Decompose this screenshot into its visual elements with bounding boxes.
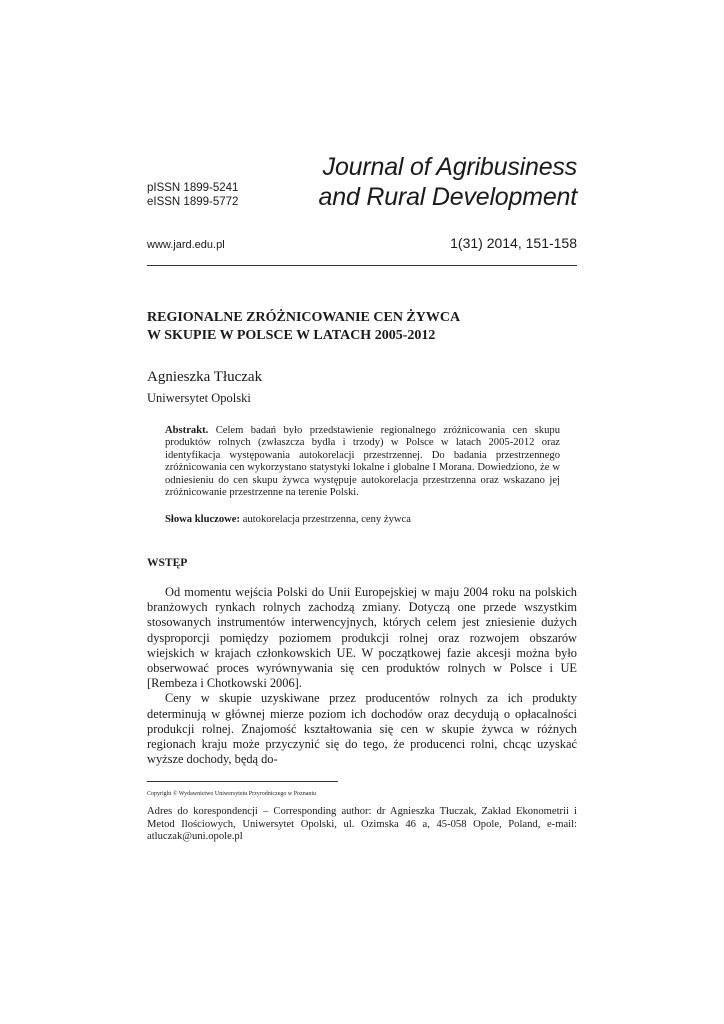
abstract [165,425,560,499]
journal-website[interactable]: www.jard.edu.pl [147,239,225,251]
pissn: pISSN 1899-5241 [147,182,239,194]
author-affiliation: Uniwersytet Opolski [147,391,251,405]
article-title [147,309,577,345]
copyright-notice: Copyright © Wydawnictwo Uniwersytetu Przyrodniczego w Poznaniu [147,791,317,797]
journal-title-line1: Journal of Agribusiness [322,153,577,181]
abstract-text: Celem badań było przedstawienie regionalnego zróżnicowania cen skupu produktów rolnych (zwłaszcza bydła i trzody) w Polsce w latach 2005-2012 oraz identyfikacja występowania autokorelacji przestrzennej. Do badania przestrzennego zróżnicowania cen wykorzystano statystyki lokalne i globalne I Morana. Dowiedziono, że w odniesieniu do cen skupu żywca występuje autokorelacja przestrzenna oraz wskazano jej zróżnicowanie przestrzenne na terenie Polski. [165,425,560,499]
article-title-line1: REGIONALNE ZRÓŻNICOWANIE CEN ŻYWCA [147,310,461,325]
header-divider [147,265,577,266]
correspondence-note: Adres do korespondencji – Corresponding author: dr Agnieszka Tłuczak, Zakład Ekonometrii i Metod Ilościowych, Uniwersytet Opolski, ul. Ozimska 46 a, 45-058 Opole, Poland, e-mail: atluczak@uni.opole.pl [147,806,577,843]
abstract-label: Abstrakt. [165,425,209,436]
journal-title [277,152,577,212]
issue-info: 1(31) 2014, 151-158 [450,235,577,251]
keywords-text: autokorelacja przestrzenna, ceny żywca [242,514,411,525]
keywords-label: Słowa kluczowe: [165,514,241,525]
footnote-divider [147,781,338,782]
paragraph-1: Od momentu wejścia Polski do Unii Europejskiej w maju 2004 roku na polskich branżowych rynkach rolnych zachodzą zmiany. Dotyczą one przede wszystkim stosowanych instrumentów interwencyjnych, których celem jest zniesienie dużych dysproporcji pomiędzy poziomem produkcji rolnej oraz rozwojem obszarów wiejskich w krajach członkowskich UE. W początkowej fazie akcesji można było obserwować proces wyrównywania się cen produktów rolnych w Polsce i UE [Rembeza i Chotkowski 2006]. [147,585,577,691]
article-title-line2: W SKUPIE W POLSCE W LATACH 2005-2012 [147,328,436,343]
section-heading: WSTĘP [147,557,188,569]
issn-block [147,181,238,209]
eissn: eISSN 1899-5772 [147,196,239,208]
journal-title-line2: and Rural Development [318,183,577,211]
paragraph-2: Ceny w skupie uzyskiwane przez producentów rolnych za ich produkty determinują w głównej mierze poziom ich dochodów oraz decydują o opłacalności produkcji rolnej. Znajomość kształtowania się cen w skupie żywca w różnych regionach kraju może przyczynić się do tego, że producenci rolni, chcąc uzyskać wyższe dochody, będą do- [147,691,577,767]
body-text [147,585,577,767]
author-name: Agnieszka Tłuczak [147,369,263,385]
keywords [165,514,560,526]
